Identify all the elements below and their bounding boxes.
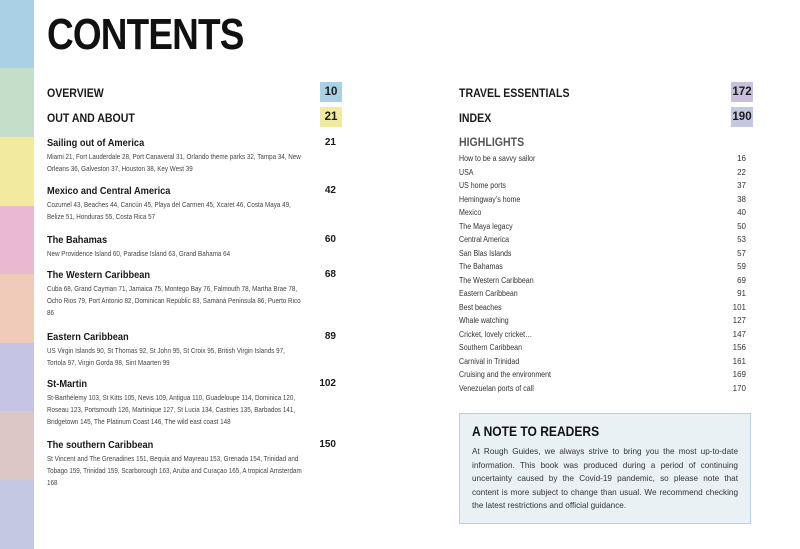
highlight-page: 69 xyxy=(737,275,746,285)
section-desc: New Providence Island 60, Paradise Island 63, Grand Bahama 64 xyxy=(47,249,231,258)
note-title: A NOTE TO READERS xyxy=(472,423,600,439)
highlight-item[interactable] xyxy=(459,384,748,398)
highlight-page: 161 xyxy=(732,356,746,366)
section-desc: Cuba 68, Grand Cayman 71, Jamaica 75, Montego Bay 76, Falmouth 78, Martha Brae 78, Ocho Rios 79, Port Antonio 82, Dominican Republic 83, Samaná Peninsula 86, Puerto Rico 86 xyxy=(47,284,301,317)
highlight-item[interactable] xyxy=(459,249,748,263)
out-about-label: OUT AND ABOUT xyxy=(47,111,135,125)
index-row[interactable] xyxy=(459,107,755,127)
highlight-page: 53 xyxy=(737,235,746,244)
section-title: Sailing out of America xyxy=(47,137,145,149)
section-western-caribbean[interactable] xyxy=(47,269,347,319)
highlight-item[interactable] xyxy=(459,262,748,276)
highlight-label: The Western Caribbean xyxy=(459,275,534,285)
highlight-page: 16 xyxy=(737,154,746,163)
overview-page-badge: 10 xyxy=(320,82,342,102)
highlight-page: 170 xyxy=(732,383,746,393)
highlight-page: 91 xyxy=(737,289,746,298)
color-band-5 xyxy=(0,274,34,343)
highlight-item[interactable] xyxy=(459,154,748,168)
section-page: 60 xyxy=(324,234,336,245)
highlight-item[interactable] xyxy=(459,289,748,303)
highlight-item[interactable] xyxy=(459,276,748,290)
highlight-label: Central America xyxy=(459,235,510,244)
section-page: 89 xyxy=(324,331,336,342)
highlight-page: 127 xyxy=(732,316,746,325)
color-band-4 xyxy=(0,206,34,274)
color-band-3 xyxy=(0,137,34,206)
index-page-badge: 190 xyxy=(731,107,753,127)
section-page: 42 xyxy=(324,185,336,196)
section-desc: Cozumel 43, Beaches 44, Cancún 45, Playa del Carmen 45, Xcaret 46, Costa Maya 49, Belize 51, Honduras 55, Costa Rica 57 xyxy=(47,200,291,221)
overview-label: OVERVIEW xyxy=(47,86,104,100)
highlight-page: 38 xyxy=(737,194,746,204)
section-page: 150 xyxy=(319,439,336,450)
section-desc: St Vincent and The Grenadines 151, Bequia and Mayreau 153, Grenada 154, Trinidad and Tobago 159, Trinidad 159, Scarborough 163, Aruba and Curaçao 165, A tropical Amsterdam 168 xyxy=(47,454,302,487)
overview-row[interactable] xyxy=(47,82,343,102)
highlight-item[interactable] xyxy=(459,316,748,330)
highlights-heading: HIGHLIGHTS xyxy=(459,135,525,149)
section-title: The southern Caribbean xyxy=(47,439,154,451)
section-southern-caribbean[interactable] xyxy=(47,439,347,489)
highlight-label: Venezuelan ports of call xyxy=(459,383,534,393)
page-title: CONTENTS xyxy=(47,10,244,59)
highlight-page: 156 xyxy=(732,343,746,352)
highlight-label: Cricket, lovely cricket… xyxy=(459,329,533,339)
highlight-item[interactable] xyxy=(459,195,748,209)
highlight-page: 50 xyxy=(737,221,746,231)
highlight-label: Best beaches xyxy=(459,302,502,312)
highlights-list xyxy=(459,154,748,397)
section-desc: Miami 21, Fort Lauderdale 28, Port Canaveral 31, Orlando theme parks 32, Tampa 34, New Orleans 36, Galveston 37, Houston 38, Key West 39 xyxy=(47,152,301,173)
highlight-label: Cruising and the environment xyxy=(459,370,551,379)
out-about-page-badge: 21 xyxy=(320,107,342,127)
highlight-item[interactable] xyxy=(459,357,748,371)
index-label: INDEX xyxy=(459,111,492,125)
color-band-7 xyxy=(0,411,34,480)
highlight-page: 22 xyxy=(737,167,746,177)
highlight-label: How to be a savvy sailor xyxy=(459,154,536,163)
highlight-page: 101 xyxy=(732,302,746,312)
section-page: 68 xyxy=(324,269,336,280)
section-bahamas[interactable] xyxy=(47,234,347,260)
highlight-page: 169 xyxy=(732,370,746,379)
highlight-label: Hemingway’s home xyxy=(459,194,521,204)
highlight-item[interactable] xyxy=(459,303,748,317)
highlight-page: 40 xyxy=(737,208,746,217)
highlight-label: San Blas Islands xyxy=(459,248,512,258)
section-sailing[interactable] xyxy=(47,137,347,175)
color-band-1 xyxy=(0,0,34,68)
highlight-item[interactable] xyxy=(459,168,748,182)
travel-essentials-row[interactable] xyxy=(459,82,755,102)
section-st-martin[interactable] xyxy=(47,378,347,428)
section-title: St-Martin xyxy=(47,378,88,390)
section-title: The Bahamas xyxy=(47,234,108,246)
section-title: Mexico and Central America xyxy=(47,185,171,197)
highlight-label: The Bahamas xyxy=(459,262,503,271)
highlight-page: 147 xyxy=(732,329,746,339)
note-to-readers-box xyxy=(459,413,751,524)
section-title: The Western Caribbean xyxy=(47,269,151,281)
highlight-page: 59 xyxy=(737,262,746,271)
section-page: 102 xyxy=(319,378,336,389)
highlight-label: Carnival in Trinidad xyxy=(459,356,520,366)
section-desc: St-Barthélemy 103, St Kitts 105, Nevis 109, Antigua 110, Guadeloupe 114, Dominica 120, Roseau 123, Portsmouth 126, Martinique 127, St Lucia 134, Castries 135, Barbados 141, Bridgetown 145, The Platinum Coast 146, The wild east coast 148 xyxy=(47,393,296,426)
color-band-2 xyxy=(0,68,34,137)
highlight-item[interactable] xyxy=(459,208,748,222)
highlight-item[interactable] xyxy=(459,181,748,195)
highlight-item[interactable] xyxy=(459,330,748,344)
section-eastern-caribbean[interactable] xyxy=(47,331,347,369)
section-page: 21 xyxy=(324,137,336,148)
note-body: At Rough Guides, we always strive to bring you the most up-to-date information. This book was produced during a period of continuing uncertainty caused by the Covid-19 pandemic, so please note that content is more subject to change than usual. We recommend checking the latest restrictions and official guidance. xyxy=(472,447,738,510)
highlight-item[interactable] xyxy=(459,235,748,249)
color-band-6 xyxy=(0,343,34,411)
highlight-label: Southern Caribbean xyxy=(459,343,523,352)
highlight-page: 37 xyxy=(737,181,746,190)
highlight-item[interactable] xyxy=(459,343,748,357)
highlight-label: US home ports xyxy=(459,181,506,190)
highlight-item[interactable] xyxy=(459,222,748,236)
highlight-label: Mexico xyxy=(459,208,482,217)
out-about-row[interactable] xyxy=(47,107,343,127)
highlight-label: Eastern Caribbean xyxy=(459,289,518,298)
highlight-label: The Maya legacy xyxy=(459,221,513,231)
highlight-label: USA xyxy=(459,167,474,177)
travel-essentials-page-badge: 172 xyxy=(731,82,753,102)
section-title: Eastern Caribbean xyxy=(47,331,129,343)
highlight-page: 57 xyxy=(737,248,746,258)
section-mexico[interactable] xyxy=(47,185,347,223)
highlight-item[interactable] xyxy=(459,370,748,384)
travel-essentials-label: TRAVEL ESSENTIALS xyxy=(459,86,570,100)
section-desc: US Virgin Islands 90, St Thomas 92, St John 95, St Croix 95, British Virgin Islands 97, Tortola 97, Virgin Gorda 98, Sint Maarten 99 xyxy=(47,346,285,367)
highlight-label: Whale watching xyxy=(459,316,509,325)
color-band-8 xyxy=(0,480,34,549)
